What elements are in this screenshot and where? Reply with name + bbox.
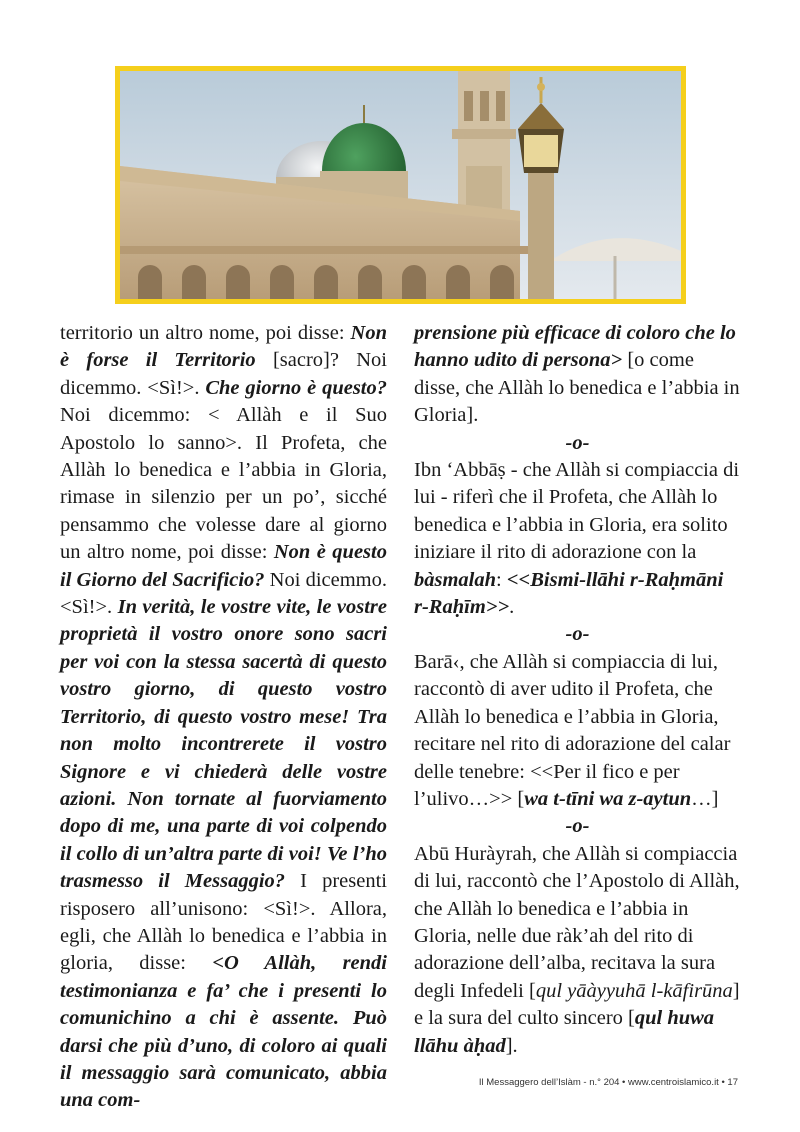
text-run: Ibn ‘Abbāṣ - che Allàh si compiaccia di lui - riferì che il Profeta, che Allàh lo benedica e l’abbia in Gloria, era solito iniziare il rito di adorazione con la: [414, 459, 740, 564]
header-photo-frame: [115, 66, 686, 304]
text-run: In verità, le vostre vite, le vostre proprietà il vostro onore sono sacri per voi con la stessa sacertà di questo vostro giorno, di questo vostro Territorio, di questo vostro mese! Tra non molto incontrerete il vostro Signore e vi chiederà delle vostre azioni. Non tornate al fuorviamento dopo di me, una parte di voi colpendo il collo di un’altra parte di voi! Ve l’ho trasmesso il Messaggio?: [60, 596, 388, 893]
text-run: Noi dicemmo: < Allàh e il Suo Apostolo lo sanno>. Il Profeta, che Allàh lo benedica e l’abbia in Gloria, rimase in silenzio per un po’, sicché pensammo che volesse dare al giorno un altro nome, poi disse:: [60, 404, 387, 564]
text-run: Non è forse il Territorio: [60, 322, 387, 372]
text-run: [sacro]? Noi dicemmo. <Sì!>.: [60, 349, 387, 399]
text-run: Non è questo il Giorno del Sacrificio?: [60, 541, 387, 591]
right-column: [414, 320, 741, 1060]
text-run: bàsmalah: [414, 568, 497, 591]
paragraph-1: [414, 320, 741, 430]
separator-2: -o-: [565, 623, 590, 646]
paragraph-2: [414, 457, 741, 621]
separator-3: -o-: [565, 815, 590, 838]
paragraph-3: [414, 649, 741, 813]
left-paragraph: [60, 320, 387, 1115]
text-run: .: [509, 596, 515, 619]
text-run: Che giorno è questo?: [205, 376, 387, 399]
text-run: ] e la sura del culto sincero [: [414, 979, 740, 1030]
text-run: <<Bismi-llāhi r-Raḥmāni r-Raḥīm>>: [414, 568, 724, 619]
text-run: qul huwa llāhu àḥad: [414, 1007, 715, 1057]
text-run: :: [496, 568, 507, 591]
mosque-photo: [120, 71, 681, 299]
text-run: I presenti risposero all’unisono: <Sì!>. Allora, egli, che Allàh lo benedica e l’abbia in gloria, disse:: [60, 870, 387, 975]
left-column: [60, 320, 387, 1115]
text-run: [o come disse, che Allàh lo benedica e l’abbia in Gloria].: [414, 349, 740, 427]
text-run: Noi dicemmo. <Sì!>.: [60, 568, 387, 619]
separator-1: -o-: [565, 431, 590, 454]
text-run: territorio un altro nome, poi disse:: [60, 322, 351, 344]
text-run: Abū Huràyrah, che Allàh si compiaccia di lui, raccontò che l’Apostolo di Allàh, che Allàh lo benedica e l’abbia in Gloria, nelle due ràk’ah del rito di adorazione dell’alba, recitava la sura degli Infedeli [: [414, 842, 740, 1002]
text-run: …]: [691, 787, 719, 810]
text-run: qul yāàyyuhā l-kāfirūna: [535, 979, 733, 1002]
paragraph-4: [414, 841, 741, 1060]
text-run: Barā‹, che Allàh si compiaccia di lui, raccontò di aver udito il Profeta, che Allàh lo benedica e l’abbia in Gloria, recitare nel rito di adorazione del calar delle tenebre: <<Per il fico e per l’ulivo…>> [: [414, 650, 731, 810]
text-run: prensione più efficace di coloro che lo hanno udito di persona>: [414, 322, 736, 372]
text-run: ].: [505, 1034, 518, 1057]
text-run: wa t-tīni wa z-aytun: [524, 787, 692, 810]
text-run: <O Allàh, rendi testimonianza e fa’ che i presenti lo comunichino a chi è assente. Può darsi che più d’uno, di coloro ai quali il messaggio sarà comunicato, abbia una com-: [60, 952, 387, 1112]
page-footer: Il Messaggero dell’Islàm - n.° 204 • www.centroislamico.it • 17: [478, 1077, 738, 1088]
